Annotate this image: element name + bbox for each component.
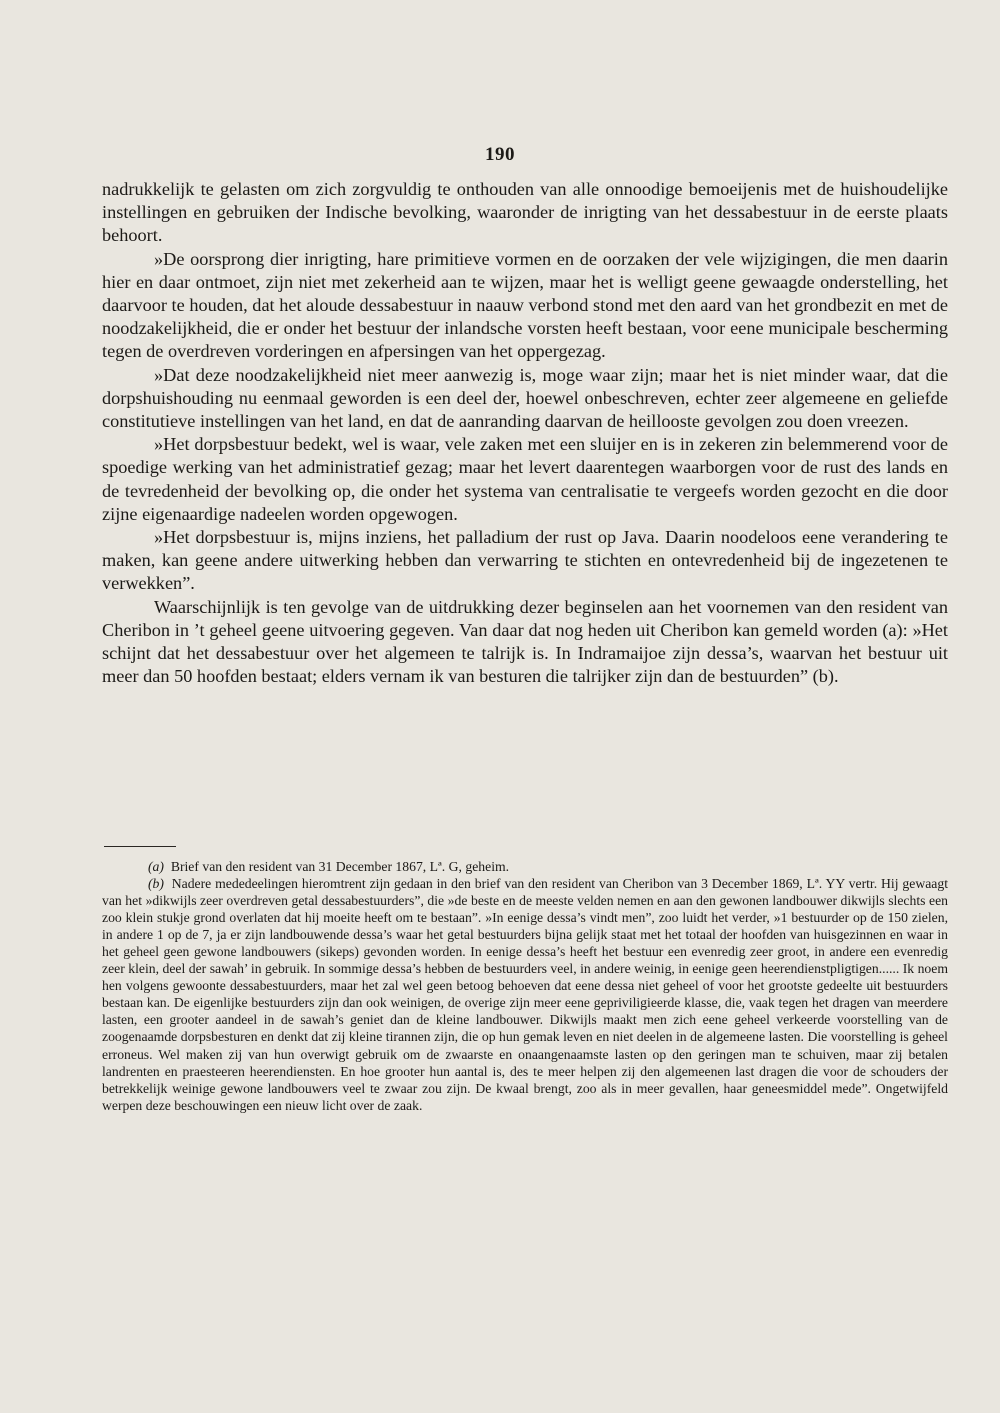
- paragraph-quote-necessity: »Dat deze noodzakelijkheid niet meer aanwezig is, moge waar zijn; maar het is niet minder waar, dat die dorpshuishouding nu eenmaal geworden is een deel der, hoewel onbeschreven, echter zeer algemeene en geliefde constitutieve instellingen van het land, en dat de aanranding daarvan de heillooste gevolgen zou doen vreezen.: [102, 364, 948, 432]
- footnotes: [102, 858, 948, 1114]
- paragraph-quote-origin: »De oorsprong dier inrigting, hare primitieve vormen en de oorzaken der vele wijzigingen, die men daarin hier en daar ontmoet, zijn niet met zekerheid aan te wijzen, maar het is welligt geene gewaagde onderstelling, het daarvoor te houden, dat het aloude dessabestuur in naauw verbond stond met den aard van het grondbezit en met de noodzakelijkheid, die er onder het bestuur der inlandsche vorsten heeft bestaan, voor eene municipale bescherming tegen de overdreven vorderingen en afpersingen van het oppergezag.: [102, 248, 948, 362]
- footnote-b-text: Nadere mededeelingen hieromtrent zijn gedaan in den brief van den resident van Cheribon van 3 December 1869, Lª. YY vertr. Hij gewaagt van het »dikwijls zeer overdreven getal dessabestuurders”, die »de beste en de meeste velden nemen en aan den gewonen landbouwer dikwijls slechts een zoo klein stukje grond overlaten dat hij moeite heeft om te bestaan”. »In eenige dessa’s vindt men”, zoo luidt het verder, »1 bestuurder op de 150 zielen, in andere 1 op de 7, ja er zijn landbouwende dessa’s waar het getal bestuurders bijna gelijk staat met het totaal der hoofden van huisgezinnen en waar in het geheel geen gewone landbouwers (sikeps) gevonden worden. In eenige dessa’s heeft het bestuur een evenredig zeer groot, in andere een evenredig zeer klein, deel der sawah’ in gebruik. In sommige dessa’s hebben de bestuurders veel, in andere weinig, in eenige geen heerendienstpligtigen...... Ik noem hen volgens gewoonte dessabestuurders, maar het zal wel geen betoog behoeven dat eene dessa niet geheel of voor het grootste gedeelte uit bestuurders bestaan kan. De eigenlijke bestuurders zijn dan ook weinigen, de overige zijn meer eene gepriviligieerde klasse, die, vaak tegen het dragen van meerdere lasten, een grooter aandeel in de sawah’s geniet dan de kleine landbouwer. Dikwijls maakt men zich eene geheel verkeerde voorstelling van de zoogenaamde dorpsbesturen en denkt dat zij kleine tirannen zijn, die op hun gemak leven en niet deelen in de algemeene lasten. Die voorstelling is geheel erroneus. Wel maken zij van hun overwigt gebruik om de zwaarste en onaangenaamste lasten op den geringen man te schuiven, maar zij betalen landrenten en praesteeren heerendiensten. En hoe grooter hun aantal is, des te meer helpen zij den algemeenen last dragen die voor de schouders der betrekkelijk weinige gewone landbouwers veel te zwaar zou zijn. De kwaal brengt, zoo als in meer gevallen, haar geneesmiddel mede”. Ongetwijfeld werpen deze beschouwingen een nieuw licht over de zaak.: [102, 876, 949, 1113]
- footnote-b: [102, 875, 948, 1114]
- paragraph-cheribon: Waarschijnlijk is ten gevolge van de uitdrukking dezer beginselen aan het voornemen van den resident van Cheribon in ’t geheel geene uitvoering gegeven. Van daar dat nog heden uit Cheribon kan gemeld worden (a): »Het schijnt dat het dessabestuur over het algemeen te talrijk is. In Indramaijoe zijn dessa’s, waarvan het bestuur uit meer dan 50 hoofden bestaat; elders vernam ik van besturen die talrijker zijn dan de bestuurden” (b).: [102, 596, 948, 687]
- paragraph-continuation: nadrukkelijk te gelasten om zich zorgvuldig te onthouden van alle onnoodige bemoeijenis met de huishoudelijke instellingen en gebruiken der Indische bevolking, waaronder de inrigting van het dessabestuur in de eerste plaats behoort.: [102, 179, 948, 246]
- footnote-divider: [104, 846, 176, 847]
- footnote-a-mark: (a): [148, 859, 164, 874]
- footnote-b-mark: (b): [148, 876, 164, 892]
- paragraph-quote-palladium: »Het dorpsbestuur is, mijns inziens, het palladium der rust op Java. Daarin noodeloos eene verandering te maken, kan geene andere uitwerking hebben dan verwarring te stichten en ontevredenheid bij de ingezetenen te verwekken”.: [102, 527, 948, 594]
- page-number: 190: [485, 144, 515, 165]
- paragraph-quote-village-government: »Het dorpsbestuur bedekt, wel is waar, vele zaken met een sluijer en is in zekeren zin belemmerend voor de spoedige werking van het administratief gezag; maar het levert daarentegen waarborgen voor de rust des lands en de tevredenheid der bevolking op, die onder het systema van centralisatie te vergeefs worden gezocht en die door zijne eigenaardige nadeelen worden opgewogen.: [102, 434, 948, 524]
- main-text: [102, 178, 948, 688]
- footnote-a-text: Brief van den resident van 31 December 1867, Lª. G, geheim.: [170, 859, 510, 874]
- footnote-a: [102, 858, 948, 875]
